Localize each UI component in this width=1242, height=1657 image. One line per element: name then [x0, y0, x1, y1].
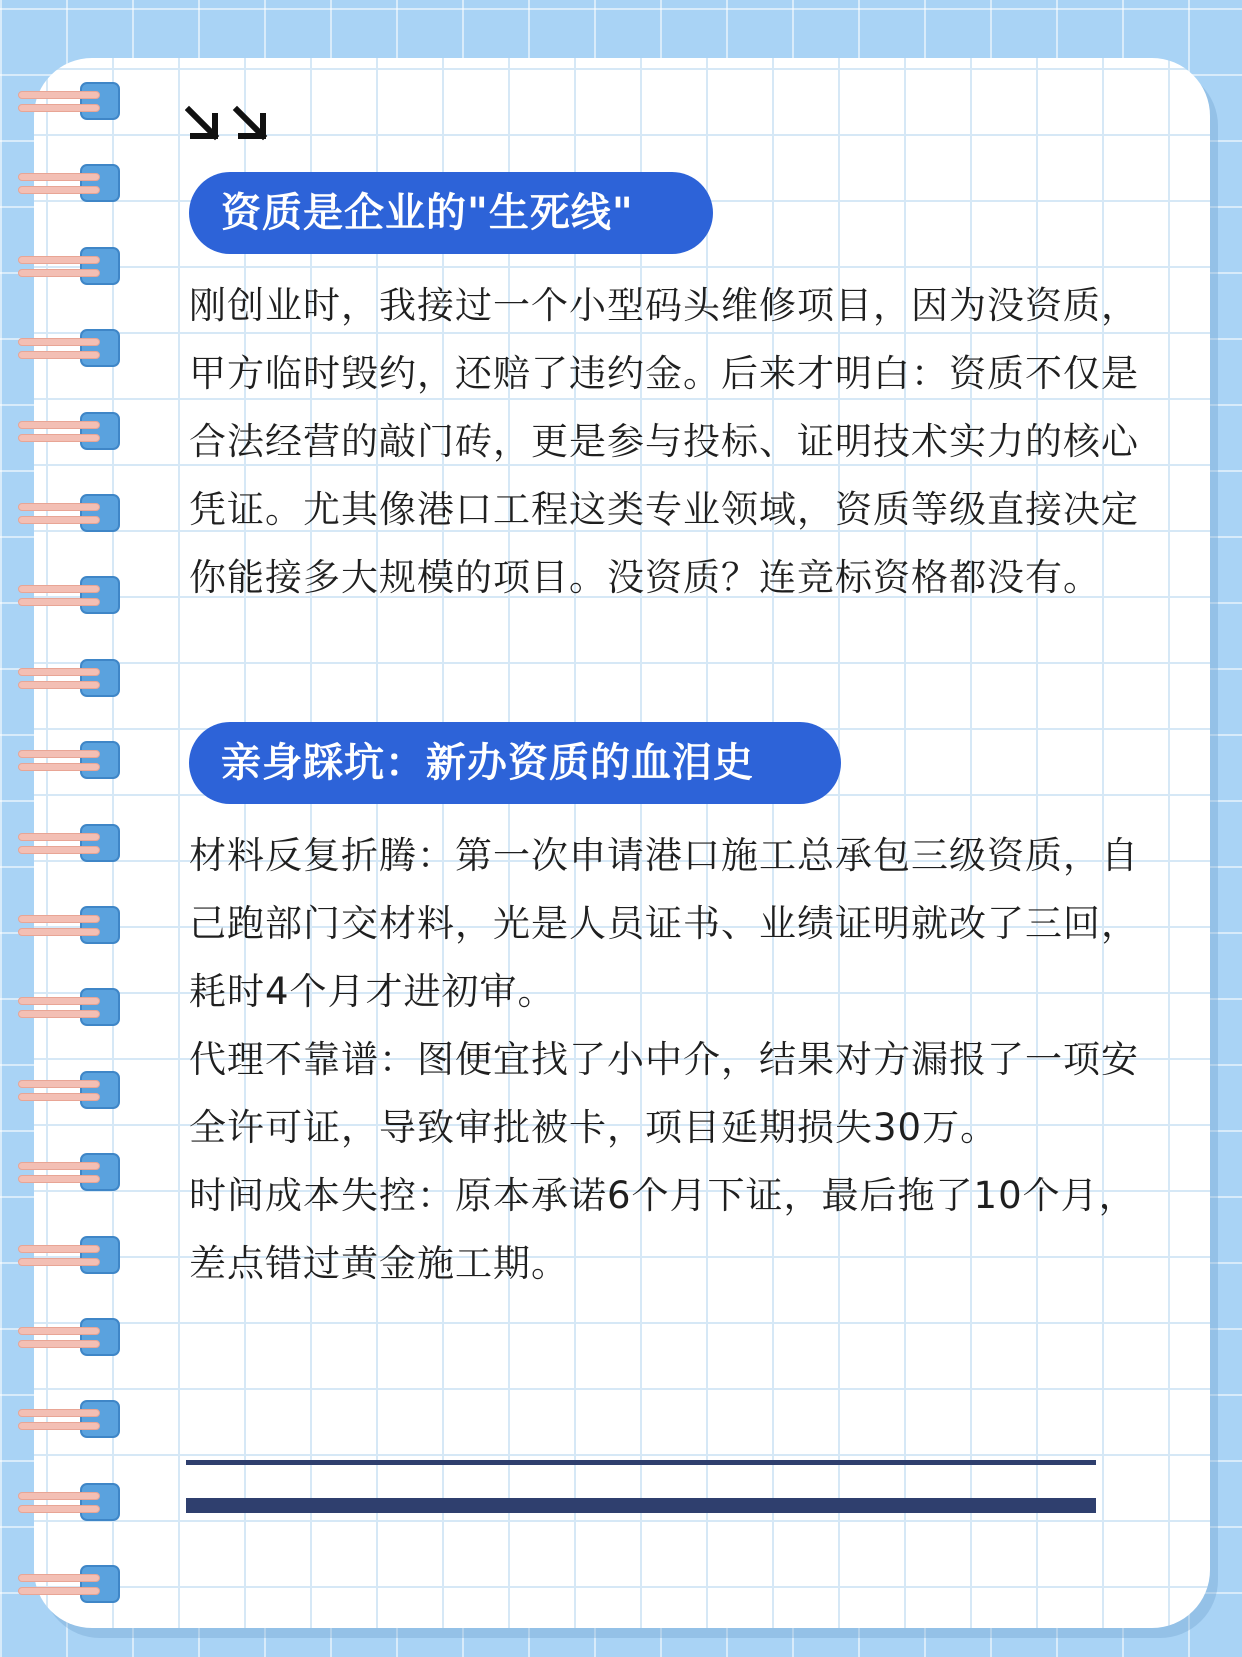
binding-wire	[18, 1505, 100, 1513]
binding-hole	[80, 1318, 120, 1356]
binding-wire	[18, 1010, 100, 1018]
binding-ring	[18, 329, 122, 369]
binding-ring	[18, 164, 122, 204]
binding-ring	[18, 1236, 122, 1276]
binding-wire	[18, 1162, 100, 1170]
experience-item-agent: 代理不靠谱：图便宜找了小中介，结果对方漏报了一项安全许可证，导致审批被卡，项目延期损失30万。	[189, 1038, 1139, 1149]
binding-ring	[18, 412, 122, 452]
experience-item-time: 时间成本失控：原本承诺6个月下证，最后拖了10个月，差点错过黄金施工期。	[189, 1174, 1137, 1285]
binding-wire	[18, 1340, 100, 1348]
binding-ring	[18, 1071, 122, 1111]
binding-wire	[18, 1175, 100, 1183]
binding-wire	[18, 1093, 100, 1101]
binding-wire	[18, 269, 100, 277]
binding-ring	[18, 1153, 122, 1193]
binding-wire	[18, 1574, 100, 1582]
section-heading-qualification: 资质是企业的"生死线"	[189, 172, 713, 254]
binding-hole	[80, 988, 120, 1026]
binding-wire	[18, 173, 100, 181]
binding-wire	[18, 256, 100, 264]
binding-wire	[18, 1080, 100, 1088]
binding-wire	[18, 668, 100, 676]
binding-wire	[18, 186, 100, 194]
binding-ring	[18, 741, 122, 781]
binding-wire	[18, 1327, 100, 1335]
binding-hole	[80, 741, 120, 779]
binding-wire	[18, 997, 100, 1005]
binding-hole	[80, 164, 120, 202]
binding-wire	[18, 516, 100, 524]
section-body-experience	[189, 822, 1149, 1298]
binding-ring	[18, 906, 122, 946]
binding-ring	[18, 1400, 122, 1440]
experience-item-materials: 材料反复折腾：第一次申请港口施工总承包三级资质，自己跑部门交材料，光是人员证书、业绩证明就改了三回，耗时4个月才进初审。	[189, 834, 1139, 1013]
binding-hole	[80, 1236, 120, 1274]
binding-wire	[18, 1422, 100, 1430]
binding-wire	[18, 421, 100, 429]
binding-wire	[18, 585, 100, 593]
binding-hole	[80, 1565, 120, 1603]
binding-wire	[18, 351, 100, 359]
binding-wire	[18, 338, 100, 346]
binding-wire	[18, 1258, 100, 1266]
binding-hole	[80, 1071, 120, 1109]
binding-wire	[18, 681, 100, 689]
binding-hole	[80, 494, 120, 532]
binding-wire	[18, 846, 100, 854]
binding-wire	[18, 750, 100, 758]
binding-ring	[18, 82, 122, 122]
binding-wire	[18, 1587, 100, 1595]
binding-wire	[18, 91, 100, 99]
binding-wire	[18, 434, 100, 442]
binding-wire	[18, 833, 100, 841]
binding-wire	[18, 763, 100, 771]
binding-ring	[18, 247, 122, 287]
binding-wire	[18, 1245, 100, 1253]
binding-ring	[18, 659, 122, 699]
binding-hole	[80, 1153, 120, 1191]
binding-ring	[18, 494, 122, 534]
binding-hole	[80, 329, 120, 367]
binding-hole	[80, 824, 120, 862]
binding-ring	[18, 1318, 122, 1358]
binding-hole	[80, 82, 120, 120]
binding-hole	[80, 659, 120, 697]
binding-ring	[18, 576, 122, 616]
binding-hole	[80, 1483, 120, 1521]
binding-hole	[80, 412, 120, 450]
divider-thick	[186, 1498, 1096, 1513]
binding-hole	[80, 247, 120, 285]
binding-wire	[18, 1492, 100, 1500]
binding-ring	[18, 1483, 122, 1523]
binding-wire	[18, 503, 100, 511]
double-down-right-arrow-icon	[185, 104, 275, 144]
binding-wire	[18, 928, 100, 936]
binding-ring	[18, 1565, 122, 1605]
section-heading-experience: 亲身踩坑：新办资质的血泪史	[189, 722, 841, 804]
divider-thin	[186, 1460, 1096, 1465]
binding-wire	[18, 915, 100, 923]
section-body-qualification: 刚创业时，我接过一个小型码头维修项目，因为没资质，甲方临时毁约，还赔了违约金。后来才明白：资质不仅是合法经营的敲门砖，更是参与投标、证明技术实力的核心凭证。尤其像港口工程这类专业领域，资质等级直接决定你能接多大规模的项目。没资质？连竞标资格都没有。	[189, 284, 1139, 599]
binding-ring	[18, 824, 122, 864]
binding-hole	[80, 576, 120, 614]
binding-hole	[80, 906, 120, 944]
binding-ring	[18, 988, 122, 1028]
binding-wire	[18, 598, 100, 606]
binding-wire	[18, 1409, 100, 1417]
binding-hole	[80, 1400, 120, 1438]
binding-wire	[18, 104, 100, 112]
